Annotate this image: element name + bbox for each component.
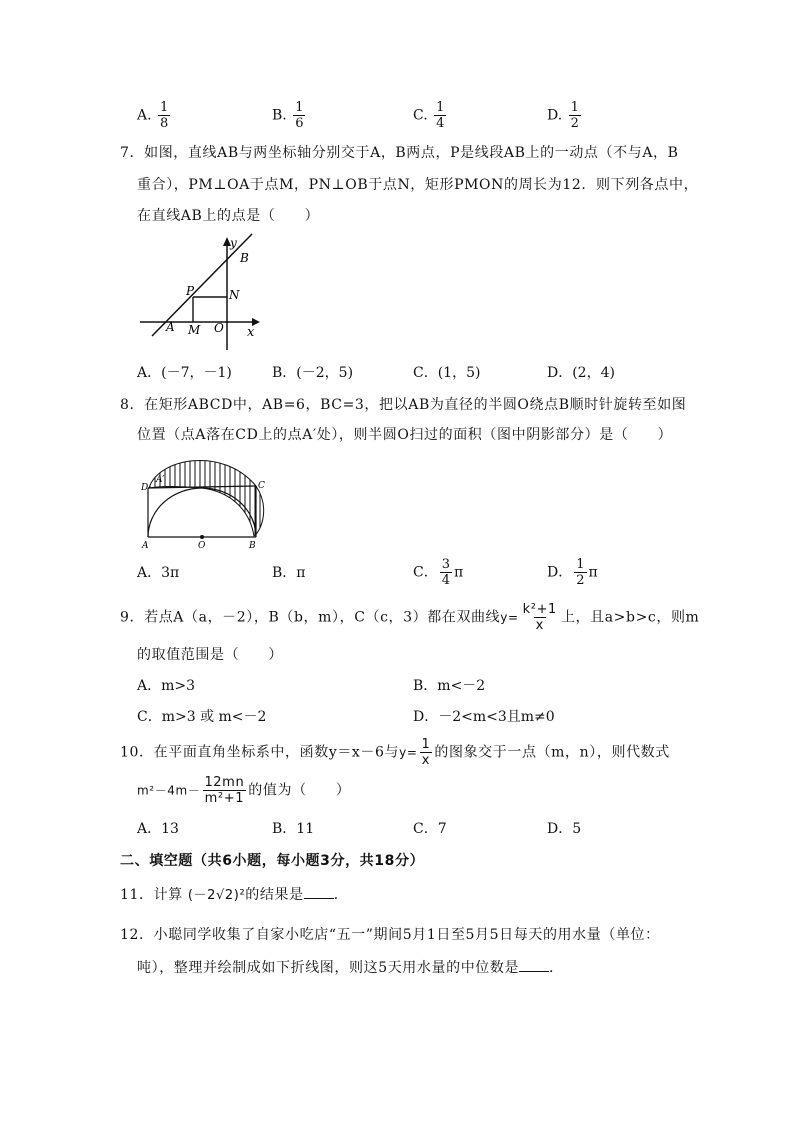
q7-option-d: D．(2，4) bbox=[547, 365, 615, 381]
numerator: 1 bbox=[570, 100, 579, 115]
q8-option-c bbox=[413, 557, 463, 588]
label-p: P bbox=[186, 284, 195, 298]
q6-option-d bbox=[547, 100, 583, 131]
option-label: D. bbox=[547, 107, 563, 124]
q9-line-2: 的取值范围是（ ） bbox=[137, 647, 283, 663]
denominator: 4 bbox=[436, 116, 445, 131]
q8-line-2: 位置（点A落在CD上的点A′处），则半圆O扫过的面积（图中阴影部分）是（ ） bbox=[137, 427, 673, 443]
label-d: D bbox=[141, 483, 149, 493]
label-b: B bbox=[240, 251, 249, 265]
label-y: y bbox=[230, 236, 237, 250]
option-label: D． bbox=[547, 564, 573, 581]
fraction bbox=[434, 100, 446, 131]
fraction bbox=[574, 557, 586, 588]
q12-text: 吨），整理并绘制成如下折线图，则这5天用水量的中位数是 bbox=[137, 960, 520, 976]
q6-option-b bbox=[272, 100, 307, 131]
q10-option-a: A．13 bbox=[137, 821, 179, 837]
option-label: B. bbox=[272, 107, 287, 124]
q8-option-a bbox=[137, 563, 179, 583]
q12-line-1: 12．小聪同学收集了自家小吃店“五一”期间5月1日至5月5日每天的用水量（单位： bbox=[120, 927, 660, 943]
q10-suffix: 的图象交于一点（m，n），则代数式 bbox=[434, 744, 670, 761]
option-label: B．π bbox=[272, 565, 306, 581]
q7-option-a: A．(－7，－1) bbox=[137, 365, 232, 381]
numerator: 1 bbox=[576, 557, 585, 572]
q7-option-b: B．(－2，5) bbox=[272, 365, 354, 381]
q6-option-c bbox=[413, 100, 448, 131]
label-a-prime: A′ bbox=[156, 475, 165, 485]
denominator: x bbox=[535, 618, 544, 633]
q10-fraction bbox=[420, 737, 433, 768]
answer-blank[interactable] bbox=[519, 957, 549, 972]
q10-prefix: 10．在平面直角坐标系中，函数y＝x－6与 bbox=[120, 744, 400, 761]
q10-expr-lhs: m²－4m－ bbox=[137, 783, 201, 798]
fraction bbox=[440, 557, 452, 588]
q9-line-1 bbox=[120, 602, 699, 633]
option-label: A．3π bbox=[137, 565, 180, 581]
numerator: 1 bbox=[421, 737, 431, 752]
q9-suffix: 上，且a>b>c，则m bbox=[560, 609, 700, 626]
option-label: A. bbox=[137, 107, 152, 124]
denominator: 6 bbox=[295, 116, 304, 131]
label-o: O bbox=[214, 321, 224, 335]
q9-option-b: B．m<－2 bbox=[413, 678, 486, 694]
numerator: 12mn bbox=[204, 775, 245, 790]
label-m: M bbox=[188, 323, 201, 337]
q9-fraction bbox=[521, 602, 559, 633]
denominator: 4 bbox=[441, 573, 450, 588]
numerator: 1 bbox=[160, 100, 169, 115]
q10-eq-lhs: y= bbox=[399, 745, 418, 760]
pi-symbol: π bbox=[454, 564, 464, 581]
q11-line bbox=[120, 884, 348, 906]
label-c: C bbox=[258, 481, 265, 491]
denominator: m²+1 bbox=[204, 791, 245, 806]
denominator: 2 bbox=[576, 573, 585, 588]
answer-blank[interactable] bbox=[304, 884, 334, 899]
q8-figure bbox=[138, 452, 273, 550]
q11-end: ． bbox=[333, 887, 349, 903]
label-o: O bbox=[198, 541, 206, 550]
q7-figure bbox=[130, 232, 270, 354]
q8-line-1: 8．在矩形ABCD中，AB=6，BC=3，把以AB为直径的半圆O绕点B顺时针旋转至如图 bbox=[120, 397, 687, 413]
q9-option-a: A．m>3 bbox=[137, 678, 196, 694]
q10-option-b: B．11 bbox=[272, 821, 315, 837]
q9-option-d: D．－2<m<3且m≠0 bbox=[413, 709, 555, 725]
q12-line-2 bbox=[137, 957, 564, 978]
fraction bbox=[293, 100, 305, 131]
numerator: k²+1 bbox=[522, 602, 557, 617]
label-n: N bbox=[229, 288, 240, 302]
q10-expr-suffix: 的值为（ ） bbox=[248, 782, 351, 799]
q9-option-c: C．m>3 或 m<－2 bbox=[137, 709, 267, 725]
numerator: 3 bbox=[441, 557, 450, 572]
fraction bbox=[569, 100, 581, 131]
pi-symbol: π bbox=[588, 564, 598, 581]
shaded-region bbox=[149, 460, 264, 536]
q7-option-c: C．(1，5) bbox=[413, 365, 481, 381]
q10-line-2 bbox=[137, 775, 351, 806]
q7-line-3: 在直线AB上的点是（ ） bbox=[137, 208, 320, 224]
q6-option-a bbox=[137, 100, 172, 131]
q11-prefix: 11．计算 bbox=[120, 887, 183, 903]
numerator: 1 bbox=[436, 100, 445, 115]
denominator: 2 bbox=[570, 116, 579, 131]
q10-expr-fraction bbox=[202, 775, 246, 806]
label-x: x bbox=[247, 325, 255, 340]
q8-option-b bbox=[272, 563, 306, 583]
option-label: C. bbox=[413, 107, 428, 124]
q11-suffix: 的结果是 bbox=[245, 887, 304, 903]
label-a: A bbox=[142, 541, 149, 550]
numerator: 1 bbox=[295, 100, 304, 115]
label-b: B bbox=[249, 541, 256, 550]
q10-option-d: D．5 bbox=[547, 821, 582, 837]
q9-prefix: 9．若点A（a，－2），B（b，m），C（c，3）都在双曲线 bbox=[120, 609, 501, 626]
section-title: 二、填空题（共6小题，每小题3分，共18分） bbox=[120, 853, 425, 869]
q7-line-2: 重合），PM⊥OA于点M，PN⊥OB于点N，矩形PMON的周长为12．则下列各点中， bbox=[137, 177, 699, 193]
q10-option-c: C．7 bbox=[413, 821, 447, 837]
q8-option-d bbox=[547, 557, 598, 588]
center-o bbox=[200, 535, 204, 539]
q9-eq-lhs: y= bbox=[500, 610, 519, 625]
q12-end: ． bbox=[549, 960, 564, 976]
option-label: C． bbox=[413, 564, 438, 581]
q7-line-1: 7．如图，直线AB与两坐标轴分别交于A，B两点，P是线段AB上的一动点（不与A，B bbox=[120, 145, 679, 161]
q10-line-1 bbox=[120, 737, 670, 768]
denominator: x bbox=[421, 753, 431, 768]
label-a: A bbox=[166, 320, 175, 334]
denominator: 8 bbox=[160, 116, 169, 131]
q11-expression: (－2√2)² bbox=[187, 888, 246, 903]
fraction bbox=[158, 100, 170, 131]
